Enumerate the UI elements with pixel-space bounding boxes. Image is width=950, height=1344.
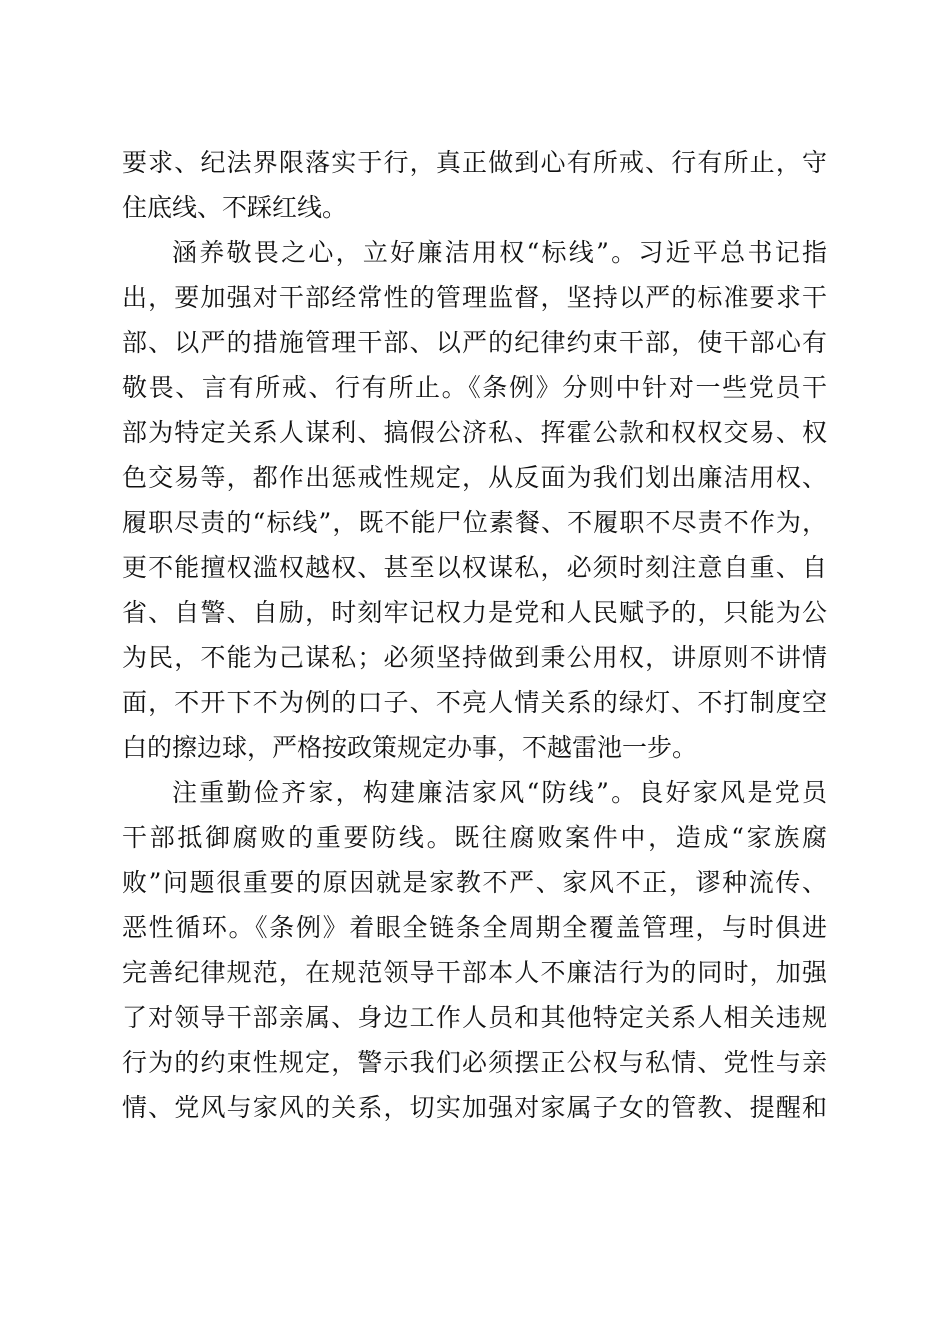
text-line: 情、党风与家风的关系，切实加强对家属子女的管教、提醒和 — [122, 1093, 827, 1122]
text-line: 履职尽责的“标线”，既不能尸位素餐、不履职不尽责不作为， — [122, 508, 827, 537]
text-line: 色交易等，都作出惩戒性规定，从反面为我们划出廉洁用权、 — [122, 463, 827, 492]
text-line: 行为的约束性规定，警示我们必须摆正公权与私情、党性与亲 — [122, 1048, 827, 1077]
text-line: 住底线、不踩红线。 — [122, 193, 348, 222]
text-line: 恶性循环。《条例》着眼全链条全周期全覆盖管理，与时俱进 — [122, 913, 827, 942]
text-line: 了对领导干部亲属、身边工作人员和其他特定关系人相关违规 — [122, 1003, 827, 1032]
text-line: 省、自警、自励，时刻牢记权力是党和人民赋予的，只能为公 — [122, 598, 827, 627]
text-line: 更不能擅权滥权越权、甚至以权谋私，必须时刻注意自重、自 — [122, 553, 827, 582]
text-line: 干部抵御腐败的重要防线。既往腐败案件中，造成“家族腐 — [122, 823, 827, 852]
text-line: 要求、纪法界限落实于行，真正做到心有所戒、行有所止，守 — [122, 148, 827, 177]
text-line: 白的擦边球，严格按政策规定办事，不越雷池一步。 — [122, 733, 698, 762]
text-line: 面，不开下不为例的口子、不亮人情关系的绿灯、不打制度空 — [122, 688, 827, 717]
text-line: 部、以严的措施管理干部、以严的纪律约束干部，使干部心有 — [122, 328, 827, 357]
paragraph-first-line: 涵养敬畏之心，立好廉洁用权“标线”。习近平总书记指 — [172, 238, 827, 267]
text-line: 出，要加强对干部经常性的管理监督，坚持以严的标准要求干 — [122, 283, 827, 312]
text-line: 完善纪律规范，在规范领导干部本人不廉洁行为的同时，加强 — [122, 958, 827, 987]
text-line: 部为特定关系人谋利、搞假公济私、挥霍公款和权权交易、权 — [122, 418, 827, 447]
text-line: 为民，不能为己谋私；必须坚持做到秉公用权，讲原则不讲情 — [122, 643, 827, 672]
paragraph-first-line: 注重勤俭齐家，构建廉洁家风“防线”。良好家风是党员 — [172, 778, 827, 807]
text-line: 败”问题很重要的原因就是家教不严、家风不正，谬种流传、 — [122, 868, 827, 897]
document-body-text — [122, 140, 827, 1130]
text-line: 敬畏、言有所戒、行有所止。《条例》分则中针对一些党员干 — [122, 373, 827, 402]
